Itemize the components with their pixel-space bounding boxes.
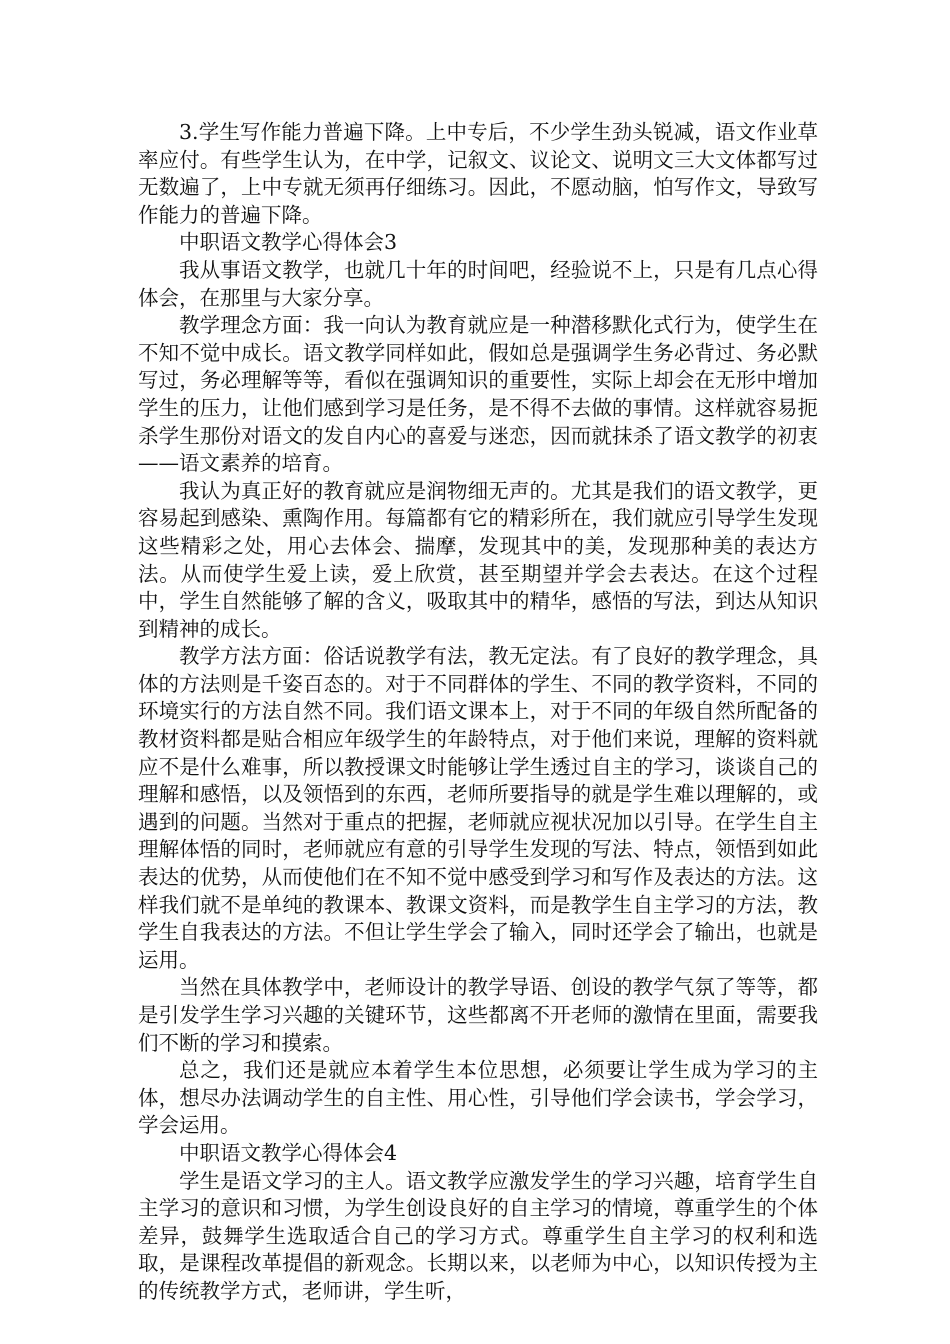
body-paragraph: 教学方法方面：俗话说教学有法，教无定法。有了良好的教学理念，具体的方法则是千姿百态的。对于不同群体的学生、不同的教学资料，不同的环境实行的方法自然不同。我们语文课本上，对于不同的年级自然所配备的教材资料都是贴合相应年级学生的年龄特点，对于他们来说，理解的资料就应不是什么难事，所以教授课文时能够让学生透过自主的学习，谈谈自己的理解和感悟，以及领悟到的东西，老师所要指导的就是学生难以理解的，或遇到的问题。当然对于重点的把握，老师就应视状况加以引导。在学生自主理解体悟的同时，老师就应有意的引导学生发现的写法、特点，领悟到如此表达的优势，从而使他们在不知不觉中感受到学习和写作及表达的方法。这样我们就不是单纯的教课本、教课文资料，而是教学生自主学习的方法，教学生自我表达的方法。不但让学生学会了输入，同时还学会了输出，也就是运用。 — [138, 644, 818, 972]
section-heading: 中职语文教学心得体会4 — [179, 1140, 398, 1165]
body-paragraph: 学生是语文学习的主人。语文教学应激发学生的学习兴趣，培育学生自主学习的意识和习惯，为学生创设良好的自主学习的情境，尊重学生的个体差异，鼓舞学生选取适合自己的学习方式。尊重学生自主学习的权利和选取，是课程改革提倡的新观念。长期以来，以老师为中心，以知识传授为主的传统教学方式，老师讲，学生听， — [138, 1168, 818, 1303]
section-heading: 中职语文教学心得体会3 — [179, 230, 398, 255]
body-paragraph: 当然在具体教学中，老师设计的教学导语、创设的教学气氛了等等，都是引发学生学习兴趣的关键环节，这些都离不开老师的激情在里面，需要我们不断的学习和摸索。 — [138, 975, 818, 1055]
body-paragraph: 3.学生写作能力普遍下降。上中专后，不少学生劲头锐减，语文作业草率应付。有些学生认为，在中学，记叙文、议论文、说明文三大文体都写过无数遍了，上中专就无须再仔细练习。因此，不愿动脑，怕写作文，导致写作能力的普遍下降。 — [138, 120, 818, 227]
body-paragraph: 总之，我们还是就应本着学生本位思想，必须要让学生成为学习的主体，想尽办法调动学生的自主性、用心性，引导他们学会读书，学会学习，学会运用。 — [138, 1058, 818, 1138]
body-paragraph: 我从事语文教学，也就几十年的时间吧，经验说不上，只是有几点心得体会，在那里与大家分享。 — [138, 257, 818, 310]
document-body — [138, 119, 818, 1306]
body-paragraph: 教学理念方面：我一向认为教育就应是一种潜移默化式行为，使学生在不知不觉中成长。语文教学同样如此，假如总是强调学生务必背过、务必默写过，务必理解等等，看似在强调知识的重要性，实际上却会在无形中增加学生的压力，让他们感到学习是任务，是不得不去做的事情。这样就容易扼杀学生那份对语文的发自内心的喜爱与迷恋，因而就抹杀了语文教学的初衷——语文素养的培育。 — [138, 313, 818, 476]
body-paragraph: 我认为真正好的教育就应是润物细无声的。尤其是我们的语文教学，更容易起到感染、熏陶作用。每篇都有它的精彩所在，我们就应引导学生发现这些精彩之处，用心去体会、揣摩，发现其中的美，发现那种美的表达方法。从而使学生爱上读，爱上欣赏，甚至期望并学会去表达。在这个过程中，学生自然能够了解的含义，吸取其中的精华，感悟的写法，到达从知识到精神的成长。 — [138, 478, 818, 641]
